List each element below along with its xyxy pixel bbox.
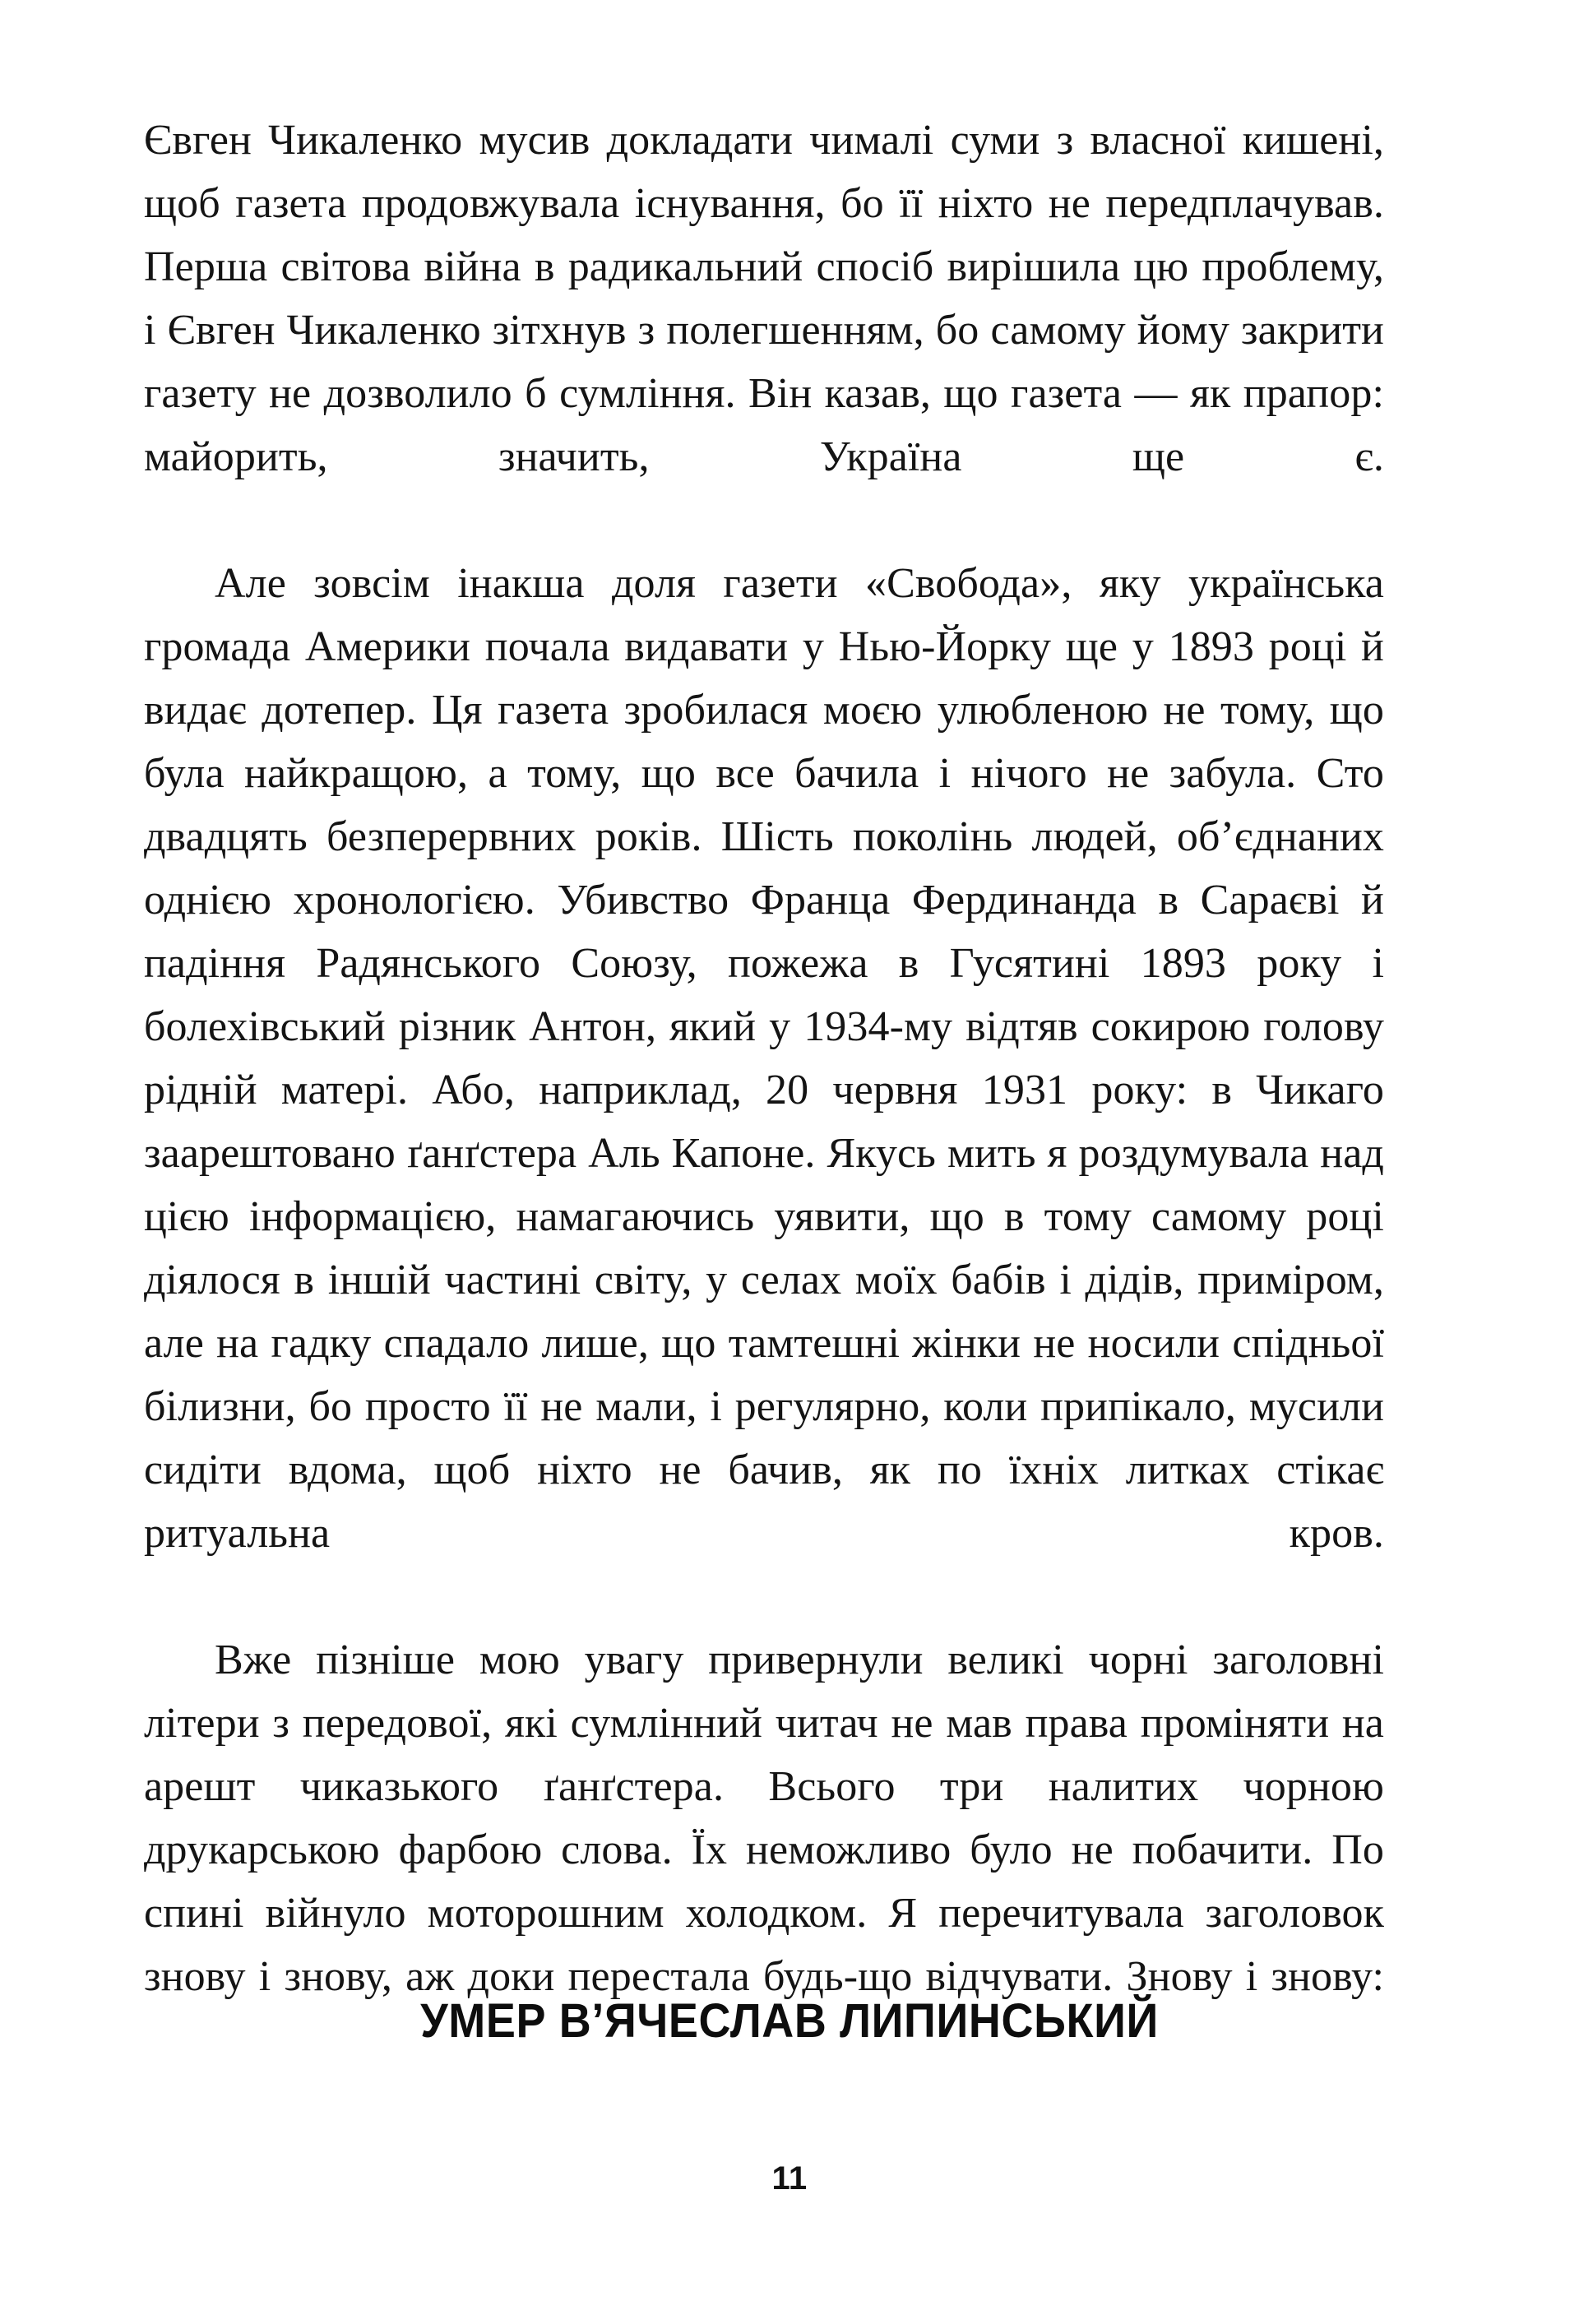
paragraph: Вже пізніше мою увагу привернули великі чорні заголовні літери з передової, які сумлінний читач не мав права проміняти на арешт чиказького ґанґстера. Всього три налитих чорною друкарською фарбою слова. Їх неможливо було не побачити. По спині війнуло моторошним холодком. Я перечитувала заголовок знову і знову, аж доки перестала будь-що відчувати. Знову і знову: xyxy=(144,1637,1384,2000)
page-number: 11 xyxy=(771,2160,808,2197)
body-text-column xyxy=(144,109,1384,2072)
paragraph: Але зовсім інакша доля газети «Свобода», яку українська громада Америки почала видавати у Нью-Йорку ще у 1893 році й видає дотепер. Ця газета зробилася моєю улюбленою не тому, що була найкращою, а тому, що все бачила і нічого не забула. Сто двадцять безперервних років. Шість поколінь людей, об’єднаних однією хронологією. Убивство Франца Фердинанда в Сараєві й падіння Радянського Союзу, пожежа в Гусятині 1893 року і болехівський різник Антон, який у 1934-му відтяв сокирою голову рідній матері. Або, наприклад, 20 червня 1931 року: в Чикаго заарештовано ґанґстера Аль Капоне. Якусь мить я роздумувала над цією інформацією, намагаючись уявити, що в тому самому році діялося в іншій частині світу, у селах моїх бабів і дідів, приміром, але на гадку спадало лише, що тамтешні жінки не носили спідньої білизни, бо просто її не мали, і регулярно, коли припікало, мусили сидіти вдома, щоб ніхто не бачив, як по їхніх литках стікає ритуальна кров. xyxy=(144,560,1384,1557)
paragraph: Євген Чикаленко мусив докладати чималі суми з власної кишені, щоб газета продовжувала існування, бо її ніхто не передплачував. Перша світова війна в радикальний спосіб вирішила цю проблему, і Євген Чикаленко зітхнув з полегшенням, бо самому йому закрити газету не дозволило б сумління. Він казав, що газета — як прапор: майорить, значить, Україна ще є. xyxy=(144,117,1384,480)
chapter-heading: УМЕР В’ЯЧЕСЛАВ ЛИПИНСЬКИЙ xyxy=(420,1994,1159,2048)
